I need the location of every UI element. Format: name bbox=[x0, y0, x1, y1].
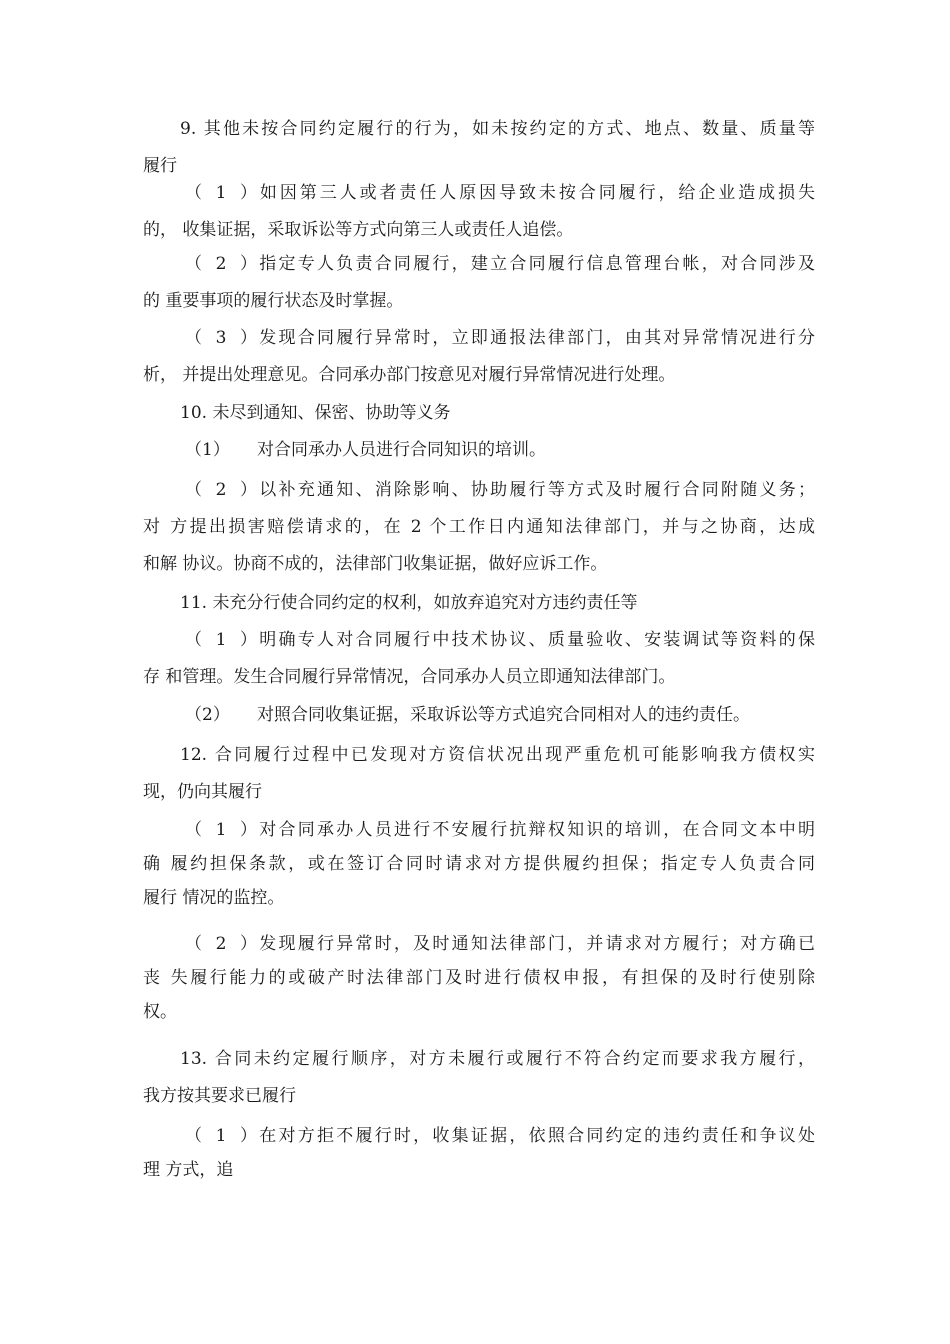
text-line: 履行 情况的监控。 bbox=[143, 888, 285, 908]
text-line: （2）指定专人负责合同履行，建立合同履行信息管理台帐，对合同涉及 bbox=[143, 246, 815, 283]
item-number: （1） bbox=[185, 440, 230, 460]
section-13-heading bbox=[143, 1041, 815, 1115]
text-line: 12. 合同履行过程中已发现对方资信状况出现严重危机可能影响我方债权实 bbox=[180, 745, 815, 765]
text-line: 现，仍向其履行 bbox=[143, 782, 262, 802]
text-line: 和解 协议。协商不成的，法律部门收集证据，做好应诉工作。 bbox=[143, 554, 608, 574]
section-13-item-1 bbox=[143, 1119, 815, 1187]
text-line: 履行 bbox=[143, 156, 177, 176]
text-line: 我方按其要求已履行 bbox=[143, 1086, 296, 1106]
text-line: 对 方提出损害赔偿请求的，在 2 个工作日内通知法律部门，并与之协商，达成 bbox=[143, 517, 815, 537]
item-number: （2） bbox=[185, 480, 257, 500]
section-9-item-3 bbox=[143, 320, 815, 394]
item-number: （1） bbox=[185, 183, 257, 203]
text-line: 10. 未尽到通知、保密、协助等义务 bbox=[180, 403, 451, 423]
text-line: 11. 未充分行使合同约定的权利，如放弃追究对方违约责任等 bbox=[180, 593, 638, 613]
section-10-item-2 bbox=[143, 472, 815, 583]
text-line: （2）以补充通知、消除影响、协助履行等方式及时履行合同附随义务； bbox=[143, 472, 815, 509]
text-line: 权。 bbox=[143, 1002, 177, 1022]
section-10-item-1 bbox=[143, 432, 815, 469]
item-number: （2） bbox=[185, 934, 257, 954]
section-10-heading bbox=[143, 395, 815, 432]
section-12-heading bbox=[143, 737, 815, 811]
text-line: （1）对合同承办人员进行不安履行抗辩权知识的培训，在合同文本中明 bbox=[143, 813, 815, 847]
section-12-item-2 bbox=[143, 927, 815, 1029]
text-line: 确 履约担保条款，或在签订合同时请求对方提供履约担保；指定专人负责合同 bbox=[143, 854, 815, 874]
item-number: （1） bbox=[185, 630, 257, 650]
section-11-item-2 bbox=[143, 697, 815, 734]
text-line: （1）明确专人对合同履行中技术协议、质量验收、安装调试等资料的保 bbox=[143, 622, 815, 659]
item-number: （3） bbox=[185, 328, 257, 348]
text-line: 存 和管理。发生合同履行异常情况，合同承办人员立即通知法律部门。 bbox=[143, 667, 676, 687]
text-line: 的， 收集证据，采取诉讼等方式向第三人或责任人追偿。 bbox=[143, 220, 574, 240]
item-number: （2） bbox=[185, 254, 257, 274]
section-9-heading bbox=[143, 111, 815, 185]
text-line: 析， 并提出处理意见。合同承办部门按意见对履行异常情况进行处理。 bbox=[143, 365, 676, 385]
text-line: （2）发现履行异常时，及时通知法律部门，并请求对方履行；对方确已 bbox=[143, 927, 815, 961]
text-line: 丧 失履行能力的或破产时法律部门及时进行债权申报，有担保的及时行使别除 bbox=[143, 968, 815, 988]
text-line: （1）在对方拒不履行时，收集证据，依照合同约定的违约责任和争议处 bbox=[143, 1119, 815, 1153]
text-line: （3）发现合同履行异常时，立即通报法律部门，由其对异常情况进行分 bbox=[143, 320, 815, 357]
item-number: （1） bbox=[185, 820, 257, 840]
section-9-item-2 bbox=[143, 246, 815, 320]
item-number: （1） bbox=[185, 1126, 257, 1146]
item-number: （2） bbox=[185, 705, 230, 725]
section-12-item-1 bbox=[143, 813, 815, 915]
text-line: （1）如因第三人或者责任人原因导致未按合同履行，给企业造成损失 bbox=[143, 175, 815, 212]
text-line: （2） 对照合同收集证据，采取诉讼等方式追究合同相对人的违约责任。 bbox=[143, 697, 815, 734]
text-line: （1） 对合同承办人员进行合同知识的培训。 bbox=[143, 432, 815, 469]
text-line: 13. 合同未约定履行顺序，对方未履行或履行不符合约定而要求我方履行， bbox=[180, 1049, 815, 1069]
section-9-item-1 bbox=[143, 175, 815, 249]
text-line: 的 重要事项的履行状态及时掌握。 bbox=[143, 291, 404, 311]
text-line: 9. 其他未按合同约定履行的行为，如未按约定的方式、地点、数量、质量等 bbox=[180, 119, 815, 139]
text-line: 理 方式，追 bbox=[143, 1160, 234, 1180]
section-11-item-1 bbox=[143, 622, 815, 696]
section-11-heading bbox=[143, 585, 815, 622]
